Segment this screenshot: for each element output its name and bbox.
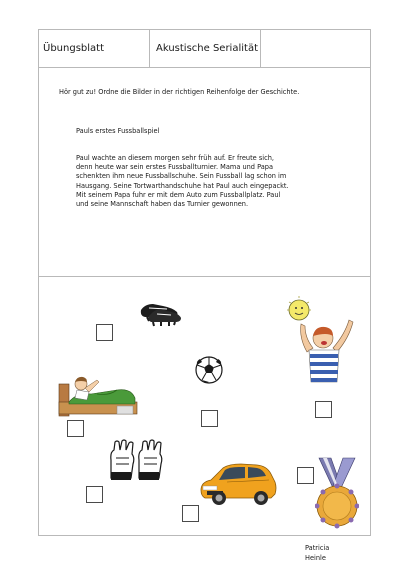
instruction-text: Hör gut zu! Ordne die Bilder in der richtigen Reihenfolge der Geschichte. [59, 88, 300, 96]
header-row [39, 30, 370, 68]
medal-icon[interactable] [315, 456, 359, 532]
soccer-ball-icon[interactable] [194, 355, 224, 385]
cheering-boy-icon[interactable] [287, 294, 365, 384]
story-line: Paul wachte an diesem morgen sehr früh auf. Er freute sich, [76, 154, 274, 162]
answer-box-gloves[interactable] [86, 486, 103, 503]
story-text [76, 154, 346, 209]
gloves-icon[interactable] [105, 438, 171, 482]
story-line: Hausgang. Seine Tortwarthandschuhe hat Paul auch eingepackt. [76, 181, 289, 190]
worksheet [38, 29, 371, 536]
story-line: und seine Mannschaft haben das Turnier gewonnen. [76, 200, 249, 209]
header-cell-empty [261, 30, 371, 68]
football-boots-icon[interactable] [137, 298, 185, 330]
answer-box-boots[interactable] [96, 324, 113, 341]
answer-box-medal[interactable] [297, 467, 314, 484]
answer-box-ball[interactable] [201, 410, 218, 427]
author-last-name: Heinle [305, 554, 326, 562]
answer-box-cheering-boy[interactable] [315, 401, 332, 418]
author-credit [305, 543, 329, 563]
header-cell-topic: Akustische Serialität [150, 30, 261, 68]
car-icon[interactable] [197, 460, 279, 508]
story-line: denn heute war sein erstes Fussballturnier. Mama und Papa [76, 163, 274, 172]
bed-icon[interactable] [57, 372, 141, 420]
answer-box-bed[interactable] [67, 420, 84, 437]
story-title: Pauls erstes Fussballspiel [76, 127, 160, 135]
story-line: Mit seinem Papa fuhr er mit dem Auto zum Fussballplatz. Paul [76, 190, 281, 199]
section-divider [39, 276, 370, 277]
author-first-name: Patricia [305, 544, 330, 552]
story-line: schenkten ihm neue Fussballschuhe. Sein Fussball lag schon im [76, 172, 287, 181]
header-cell-title: Übungsblatt [39, 30, 150, 68]
